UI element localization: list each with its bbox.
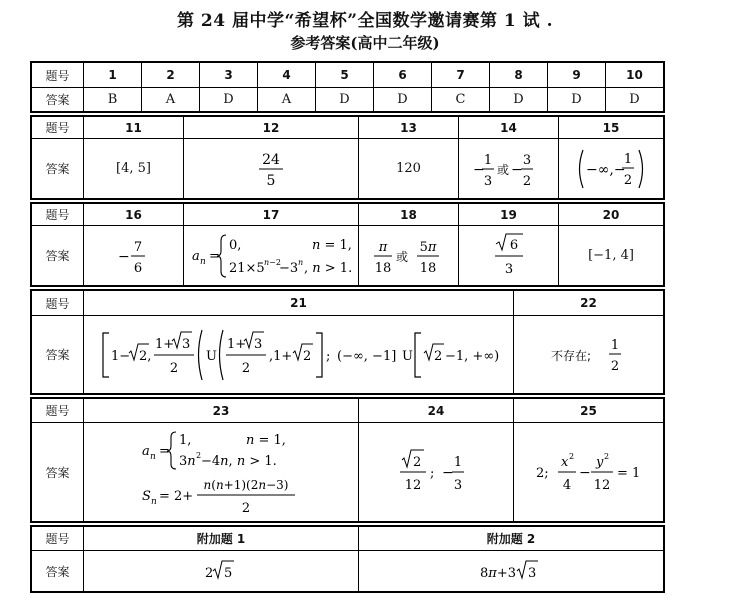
question-number: 17 [184,204,359,226]
svg-text:18: 18 [419,260,436,276]
svg-text:−: − [472,161,485,178]
question-label: 题号 [32,117,84,139]
answer-cell-24 [359,423,514,521]
answer-value: [−1, 4] [588,248,634,263]
svg-text:2,: 2, [138,348,151,364]
answer-cell-12 [184,139,359,198]
answer-cell-2: A [142,88,200,111]
question-number: 15 [559,117,663,139]
svg-text:;: ; [430,466,435,481]
svg-text:y: y [595,455,603,470]
question-number: 7 [432,63,490,88]
svg-text:n = 1,: n = 1, [246,433,286,448]
svg-text:n: n [298,257,304,267]
svg-text:n(n+1)(2n−3): n(n+1)(2n−3) [203,478,289,492]
answer-cell-16 [84,226,184,285]
answer-cell-8: D [490,88,548,111]
svg-text:2: 2 [610,358,619,374]
math-answer-24 [396,446,476,498]
question-number: 12 [184,117,359,139]
question-number: 2 [142,63,200,88]
math-answer-25 [534,446,644,498]
svg-text:3: 3 [504,261,513,277]
svg-text:π: π [378,239,387,255]
svg-text:−: − [442,465,454,481]
math-answer-15 [575,144,647,194]
answer-block-6 [30,525,665,593]
svg-text:U: U [205,348,217,364]
svg-text:2: 2 [433,348,442,364]
answer-block-3 [30,202,665,287]
question-number: 24 [359,399,514,423]
svg-text:2: 2 [302,348,311,364]
svg-text:S: S [142,489,151,504]
svg-text:−3: −3 [279,260,299,276]
svg-text:3: 3 [181,336,190,352]
svg-text:或: 或 [496,162,509,177]
answer-cell-15 [559,139,663,198]
svg-text:18: 18 [374,260,391,276]
svg-text:2: 2 [196,451,202,460]
question-number: 21 [84,291,514,316]
svg-text:;: ; [325,348,330,364]
svg-text:−: − [117,248,130,265]
answer-cell-4: A [258,88,316,111]
svg-text:= 1: = 1 [616,466,640,481]
answer-cell-23 [84,423,359,521]
svg-text:,1+: ,1+ [268,348,292,364]
svg-text:6: 6 [509,237,518,253]
question-number: 4 [258,63,316,88]
question-number: 20 [559,204,663,226]
svg-text:不存在;: 不存在; [550,348,591,363]
svg-text:12: 12 [593,478,610,493]
math-answer-23 [136,424,306,520]
svg-text:a: a [192,248,200,264]
answer-label: 答案 [32,139,84,198]
question-number: 13 [359,117,459,139]
question-number: 3 [200,63,258,88]
svg-text:7: 7 [133,239,142,255]
answer-cell-21 [84,316,514,393]
answer-cell-1: B [84,88,142,111]
svg-text:5π: 5π [419,239,436,255]
math-answer-bonus-1 [201,558,241,584]
answer-cell-11 [84,139,184,198]
question-number: 14 [459,117,559,139]
svg-text:1: 1 [453,455,463,470]
svg-text:−∞,−: −∞,− [586,161,626,178]
question-number: 1 [84,63,142,88]
answer-cell-7: C [432,88,490,111]
answer-label: 答案 [32,316,84,393]
svg-text:3: 3 [453,478,463,493]
answer-block-4 [30,289,665,395]
document-title: 第 24 届中学“希望杯”全国数学邀请赛第 1 试 . [176,11,554,31]
question-label: 题号 [32,204,84,226]
svg-text:0,: 0, [229,237,242,253]
svg-text:2: 2 [623,172,633,188]
answer-cell-20 [559,226,663,285]
answer-value: [4, 5] [116,161,151,176]
svg-text:24: 24 [262,151,280,168]
document-subtitle: 参考答案(高中二年级) [290,34,440,52]
question-number: 23 [84,399,359,423]
svg-text:1+: 1+ [226,336,246,352]
answer-cell-bonus-1 [84,551,359,591]
answer-cell-9: D [548,88,606,111]
svg-text:2: 2 [169,360,178,376]
svg-text:= 2+: = 2+ [159,489,194,504]
svg-text:3: 3 [483,173,492,189]
answer-block-2 [30,115,665,200]
math-answer-22 [549,330,629,380]
svg-text:12: 12 [404,478,422,493]
answer-cell-3: D [200,88,258,111]
svg-text:2: 2 [413,455,422,470]
svg-text:n: n [150,452,156,462]
svg-text:2: 2 [205,566,214,581]
answer-cell-5: D [316,88,374,111]
svg-text:2: 2 [568,452,574,461]
svg-text:2: 2 [241,360,250,376]
svg-text:U: U [401,348,413,364]
svg-text:2: 2 [241,501,251,516]
svg-text:n−2: n−2 [264,257,281,267]
svg-text:n: n [200,256,206,267]
svg-text:−: − [578,465,591,481]
answer-cell-14 [459,139,559,198]
answer-cell-22 [514,316,663,393]
question-number: 5 [316,63,374,88]
answer-cell-6: D [374,88,432,111]
question-number: 9 [548,63,606,88]
svg-text:8π+3: 8π+3 [480,566,516,581]
svg-text:4: 4 [562,478,571,493]
question-label: 题号 [32,399,84,423]
answer-label: 答案 [32,88,84,111]
svg-text:5: 5 [224,566,233,581]
question-label: 题号 [32,527,84,551]
question-number: 19 [459,204,559,226]
question-number: 25 [514,399,663,423]
answer-block-5 [30,397,665,523]
svg-text:, n > 1.: , n > 1. [304,260,353,276]
answer-cell-bonus-2 [359,551,663,591]
question-number: 附加题 2 [359,527,663,551]
svg-text:1: 1 [610,337,619,353]
math-answer-16 [116,232,152,280]
math-answer-bonus-2 [476,558,546,584]
answer-cell-19 [459,226,559,285]
svg-text:1,: 1, [179,433,192,448]
svg-text:n: n [151,497,157,507]
math-answer-17 [186,229,356,283]
svg-text:2;: 2; [535,466,549,481]
question-number: 10 [606,63,663,88]
svg-text:5: 5 [266,172,276,189]
svg-text:=: = [159,444,170,459]
answer-cell-17 [184,226,359,285]
question-number: 11 [84,117,184,139]
answer-value: 120 [396,161,421,176]
answer-label: 答案 [32,226,84,285]
svg-text:=: = [209,248,220,264]
fraction-24-5 [251,145,291,193]
svg-text:2: 2 [603,452,609,461]
answer-cell-13 [359,139,459,198]
svg-text:1+: 1+ [154,336,174,352]
answer-label: 答案 [32,551,84,591]
svg-text:−1, +∞): −1, +∞) [444,348,499,364]
svg-text:x: x [560,455,568,470]
math-answer-21 [99,325,499,385]
question-label: 题号 [32,63,84,88]
math-answer-14 [469,145,549,193]
svg-text:3: 3 [528,566,537,581]
answer-block-1 [30,61,665,113]
svg-text:3: 3 [253,336,262,352]
svg-text:(−∞, −1]: (−∞, −1] [336,348,396,364]
svg-text:6: 6 [133,260,142,276]
question-number: 16 [84,204,184,226]
answer-label: 答案 [32,423,84,521]
question-number: 8 [490,63,548,88]
answer-cell-18 [359,226,459,285]
svg-text:n = 1,: n = 1, [312,237,352,253]
svg-text:2: 2 [522,173,531,189]
question-label: 题号 [32,291,84,316]
question-number: 附加题 1 [84,527,359,551]
question-number: 22 [514,291,663,316]
svg-text:1−: 1− [110,348,130,364]
math-answer-19 [489,231,529,281]
answer-cell-25 [514,423,663,521]
svg-text:−4n, n > 1.: −4n, n > 1. [201,454,277,469]
question-number: 18 [359,204,459,226]
svg-text:3: 3 [522,152,531,168]
svg-text:1: 1 [623,151,633,167]
question-number: 6 [374,63,432,88]
math-answer-18 [368,232,450,280]
svg-text:a: a [142,444,150,459]
answer-cell-10: D [629,92,640,107]
svg-text:或: 或 [395,249,408,264]
svg-text:1: 1 [483,152,492,168]
svg-text:21×5: 21×5 [229,260,265,276]
svg-text:3n: 3n [179,454,196,469]
svg-text:−: − [510,161,523,178]
